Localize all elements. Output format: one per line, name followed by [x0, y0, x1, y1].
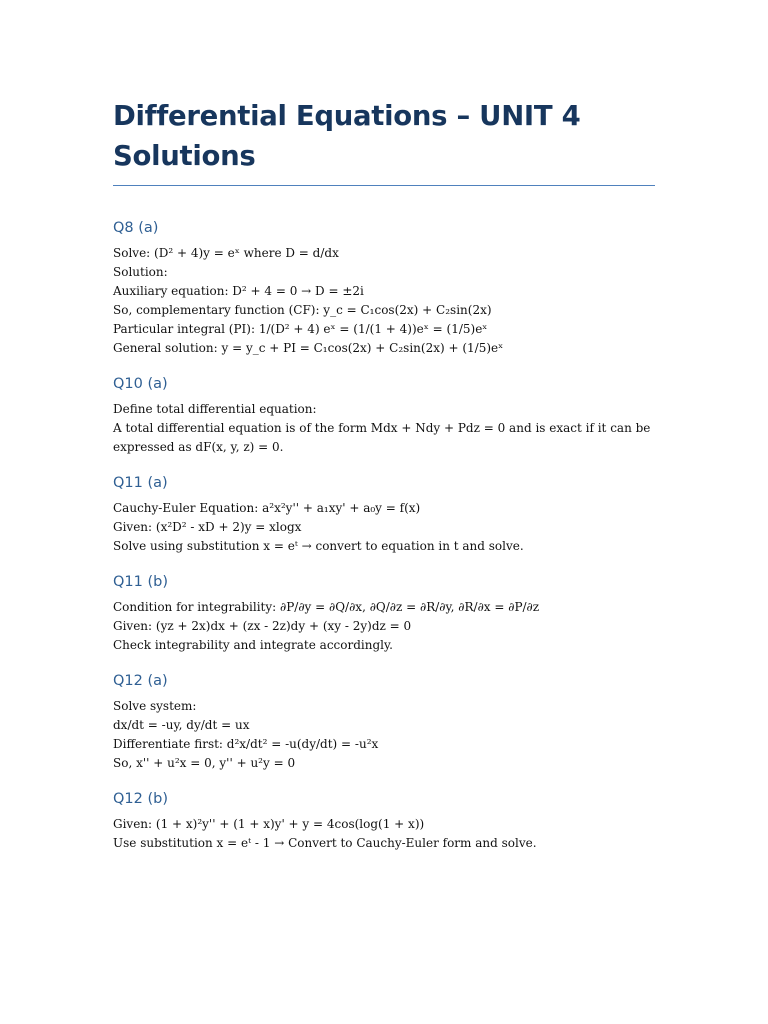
section-q11a — [113, 473, 655, 556]
body-line: dx/dt = -uy, dy/dt = ux — [113, 718, 250, 732]
section-q8a — [113, 218, 655, 358]
body-line: Condition for integrability: ∂P/∂y = ∂Q/∂x, ∂Q/∂z = ∂R/∂y, ∂R/∂x = ∂P/∂z — [113, 600, 540, 614]
body-line: Given: (yz + 2x)dx + (zx - 2z)dy + (xy - 2y)dz = 0 — [113, 619, 412, 633]
section-q12a — [113, 671, 655, 773]
title-line-2: Solutions — [113, 140, 256, 172]
section-heading: Q8 (a) — [113, 220, 159, 236]
section-q10a — [113, 374, 655, 457]
body-line: Solve system: — [113, 699, 197, 713]
document-page — [113, 96, 655, 869]
body-line: expressed as dF(x, y, z) = 0. — [113, 440, 284, 454]
section-heading: Q10 (a) — [113, 376, 168, 392]
body-line: So, x'' + u²x = 0, y'' + u²y = 0 — [113, 756, 296, 770]
section-heading: Q11 (b) — [113, 574, 168, 590]
body-line: Use substitution x = eᵗ - 1 → Convert to Cauchy-Euler form and solve. — [113, 836, 537, 850]
title-line-1: Differential Equations – UNIT 4 — [113, 100, 581, 132]
body-line: Differentiate first: d²x/dt² = -u(dy/dt) = -u²x — [113, 737, 379, 751]
section-heading: Q12 (a) — [113, 673, 168, 689]
body-line: Given: (1 + x)²y'' + (1 + x)y' + y = 4cos(log(1 + x)) — [113, 817, 425, 831]
body-line: Auxiliary equation: D² + 4 = 0 → D = ±2i — [113, 284, 364, 298]
body-line: Check integrability and integrate accordingly. — [113, 638, 393, 652]
body-line: A total differential equation is of the form Mdx + Ndy + Pdz = 0 and is exact if it can be — [113, 421, 651, 435]
body-line: Define total differential equation: — [113, 402, 317, 416]
body-line: Given: (x²D² - xD + 2)y = xlogx — [113, 520, 302, 534]
body-line: Solution: — [113, 265, 168, 279]
body-line: Particular integral (PI): 1/(D² + 4) eˣ = (1/(1 + 4))eˣ = (1/5)eˣ — [113, 322, 488, 336]
section-q12b — [113, 789, 655, 853]
section-heading: Q12 (b) — [113, 791, 168, 807]
document-title — [113, 96, 655, 176]
section-q11b — [113, 572, 655, 655]
body-line: Solve: (D² + 4)y = eˣ where D = d/dx — [113, 246, 339, 260]
title-divider — [113, 185, 655, 186]
body-line: So, complementary function (CF): y_c = C₁cos(2x) + C₂sin(2x) — [113, 303, 492, 317]
body-line: General solution: y = y_c + PI = C₁cos(2x) + C₂sin(2x) + (1/5)eˣ — [113, 341, 504, 355]
body-line: Solve using substitution x = eᵗ → convert to equation in t and solve. — [113, 539, 524, 553]
body-line: Cauchy-Euler Equation: a²x²y'' + a₁xy' + a₀y = f(x) — [113, 501, 421, 515]
section-heading: Q11 (a) — [113, 475, 168, 491]
